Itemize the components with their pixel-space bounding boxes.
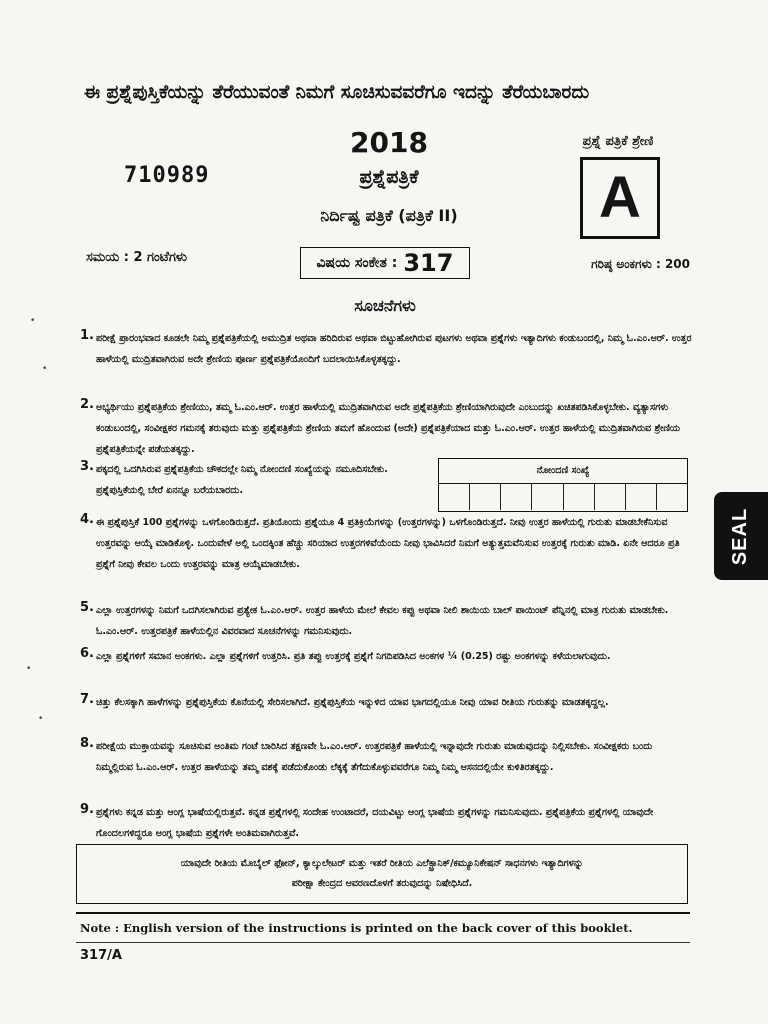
footer-code: 317/A <box>80 948 122 963</box>
roll-number-cell[interactable] <box>470 484 501 510</box>
instruction-text: ಎಲ್ಲಾ ಪ್ರಶ್ನೆಗಳಿಗೆ ಸಮಾನ ಅಂಕಗಳು. ಎಲ್ಲಾ ಪ್ರಶ್ನೆಗಳಿಗೆ ಉತ್ತರಿಸಿ. ಪ್ರತಿ ತಪ್ಪು ಉತ್ತರಕ್ಕೆ ಪ್ರಶ್ನೆಗೆ ನಿಗದಿಪಡಿಸಿದ ಅಂಕಗಳ ¼ (0.25) ರಷ್ಟು ಅಂಕಗಳನ್ನು ಕಳೆಯಲಾಗುವುದು. <box>96 651 611 662</box>
max-marks: ಗರಿಷ್ಠ ಅಂಕಗಳು : 200 <box>591 257 690 271</box>
instruction-number: 8. <box>80 736 94 751</box>
serial-number: 710989 <box>124 163 210 188</box>
instruction-text: ಪ್ರಶ್ನೆಗಳು ಕನ್ನಡ ಮತ್ತು ಆಂಗ್ಲ ಭಾಷೆಯಲ್ಲಿರುತ್ತವೆ. ಕನ್ನಡ ಪ್ರಶ್ನೆಗಳಲ್ಲಿ ಸಂದೇಹ ಉಂಟಾದರೆ, ದಯವಿಟ್ಟು ಆಂಗ್ಲ ಭಾಷೆಯ ಪ್ರಶ್ನೆಗಳನ್ನು ಗಮನಿಸುವುದು. ಪ್ರಶ್ನೆಪತ್ರಿಕೆಯ ಪ್ರಶ್ನೆಗಳಲ್ಲಿ ಯಾವುದೇ ಗೊಂದಲಗಳಿದ್ದರೂ ಆಂಗ್ಲ ಭಾಷೆಯ ಪ್ರಶ್ನೆಗಳೇ ಅಂತಿಮವಾಗಿರುತ್ತವೆ. <box>96 807 654 839</box>
instruction-text: ಚಿತ್ತು ಕೆಲಸಕ್ಕಾಗಿ ಹಾಳೆಗಳನ್ನು ಪ್ರಶ್ನೆಪುಸ್ತಿಕೆಯ ಕೊನೆಯಲ್ಲಿ ಸೇರಿಸಲಾಗಿದೆ. ಪ್ರಶ್ನೆಪುಸ್ತಿಕೆಯ ಇನ್ನುಳಿದ ಯಾವ ಭಾಗದಲ್ಲಿಯೂ ನೀವು ಯಾವ ರೀತಿಯ ಗುರುತನ್ನು ಮಾಡತಕ್ಕದ್ದಲ್ಲ. <box>96 697 609 708</box>
instruction-item <box>80 328 692 370</box>
seal-label: SEAL <box>729 507 752 565</box>
instruction-number: 7. <box>80 692 94 707</box>
prohibited-devices-notice <box>76 844 688 904</box>
instruction-item <box>80 600 692 642</box>
instruction-number: 6. <box>80 646 94 661</box>
instruction-number: 9. <box>80 802 94 817</box>
instruction-item <box>80 692 692 713</box>
instruction-number: 5. <box>80 600 94 615</box>
instruction-number: 4. <box>80 512 94 527</box>
instruction-item <box>80 802 692 844</box>
roll-number-label: ನೋಂದಣಿ ಸಂಖ್ಯೆ <box>439 459 687 484</box>
instruction-text: ಎಲ್ಲಾ ಉತ್ತರಗಳನ್ನು ನಿಮಗೆ ಒದಗಿಸಲಾಗಿರುವ ಪ್ರತ್ಯೇಕ ಓ.ಎಂ.ಆರ್. ಉತ್ತರ ಹಾಳೆಯ ಮೇಲೆ ಕೇವಲ ಕಪ್ಪು ಅಥವಾ ನೀಲಿ ಶಾಯಿಯ ಬಾಲ್ ಪಾಯಿಂಟ್ ಪೆನ್ನಿನಲ್ಲಿ ಮಾತ್ರ ಗುರುತು ಮಾಡಬೇಕು. ಓ.ಎಂ.ಆರ್. ಉತ್ತರಪತ್ರಿಕೆ ಹಾಳೆಯಲ್ಲಿನ ವಿವರವಾದ ಸೂಚನೆಗಳನ್ನು ಗಮನಿಸುವುದು. <box>96 605 669 637</box>
scan-mark: • <box>38 714 44 724</box>
instructions-title: ಸೂಚನೆಗಳು <box>354 296 416 315</box>
question-paper-label: ಪ್ರಶ್ನೆಪತ್ರಿಕೆ <box>359 166 419 188</box>
roll-number-cell[interactable] <box>439 484 470 510</box>
instruction-item <box>80 646 692 667</box>
instruction-number: 3. <box>80 459 94 474</box>
series-label: ಪ್ರಶ್ನೆ ಪತ್ರಿಕೆ ಶ್ರೇಣಿ <box>582 134 654 149</box>
seal-tab[interactable] <box>714 492 768 580</box>
subject-code: 317 <box>403 249 454 277</box>
scan-mark: • <box>26 664 32 674</box>
divider <box>76 942 690 943</box>
roll-number-cell[interactable] <box>657 484 687 510</box>
notice-line-2: ಪರೀಕ್ಷಾ ಕೇಂದ್ರದ ಆವರಣದೊಳಗೆ ತರುವುದನ್ನು ನಿಷೇಧಿಸಿದೆ. <box>291 878 473 889</box>
roll-number-box[interactable] <box>438 458 688 512</box>
scan-mark: • <box>30 316 36 326</box>
instruction-item <box>80 512 692 575</box>
roll-number-cell[interactable] <box>626 484 657 510</box>
roll-number-cell[interactable] <box>595 484 626 510</box>
exam-year: 2018 <box>350 126 428 159</box>
instruction-text: ಅಭ್ಯರ್ಥಿಯು ಪ್ರಶ್ನೆಪತ್ರಿಕೆಯ ಶ್ರೇಣಿಯು, ತಮ್ಮ ಓ.ಎಂ.ಆರ್. ಉತ್ತರ ಹಾಳೆಯಲ್ಲಿ ಮುದ್ರಿತವಾಗಿರುವ ಅದೇ ಪ್ರಶ್ನೆಪತ್ರಿಕೆಯ ಶ್ರೇಣಿಯಾಗಿರುವುದೇ ಎಂಬುದನ್ನು ಖಚಿತಪಡಿಸಿಕೊಳ್ಳಬೇಕು. ವ್ಯತ್ಯಾಸಗಳು ಕಂಡುಬಂದಲ್ಲಿ, ಸಂವೀಕ್ಷಕರ ಗಮನಕ್ಕೆ ತರುವುದು ಮತ್ತು ಪ್ರಶ್ನೆಪತ್ರಿಕೆಯ ಶ್ರೇಣಿಯ ತಮಗೆ ಹೊಂದುವ (ಅದೇ) ಪ್ರಶ್ನೆಪತ್ರಿಕೆಯಾದ ಮತ್ತು ಓ.ಎಂ.ಆರ್. ಉತ್ತರ ಹಾಳೆಯಲ್ಲಿ ಮುದ್ರಿತವಾಗಿರುವ ಶ್ರೇಣಿಯ ಪ್ರಶ್ನೆಪತ್ರಿಕೆಯನ್ನೇ ಪಡೆಯತಕ್ಕದ್ದು. <box>96 402 681 455</box>
roll-number-cell[interactable] <box>501 484 532 510</box>
instruction-number: 2. <box>80 397 94 412</box>
paper-name: ನಿರ್ದಿಷ್ಟ ಪತ್ರಿಕೆ (ಪತ್ರಿಕೆ II) <box>320 206 458 225</box>
instruction-text: ಪಕ್ಕದಲ್ಲಿ ಒದಗಿಸಿರುವ ಪ್ರಶ್ನೆಪತ್ರಿಕೆಯ ಚೌಕದಲ್ಲೇ ನಿಮ್ಮ ನೋಂದಣಿ ಸಂಖ್ಯೆಯನ್ನು ನಮೂದಿಸಬೇಕು. ಪ್ರಶ್ನೆಪುಸ್ತಿಕೆಯಲ್ಲಿ ಬೇರೆ ಏನನ್ನೂ ಬರೆಯಬಾರದು. <box>96 464 388 496</box>
series-box <box>580 157 660 239</box>
instruction-text: ಈ ಪ್ರಶ್ನೆಪುಸ್ತಿಕೆ 100 ಪ್ರಶ್ನೆಗಳನ್ನು ಒಳಗೊಂಡಿರುತ್ತದೆ. ಪ್ರತಿಯೊಂದು ಪ್ರಶ್ನೆಯೂ 4 ಪ್ರತಿಕ್ರಿಯೆಗಳನ್ನು (ಉತ್ತರಗಳನ್ನು) ಒಳಗೊಂಡಿರುತ್ತದೆ. ನೀವು ಉತ್ತರ ಹಾಳೆಯಲ್ಲಿ ಗುರುತು ಮಾಡಬೇಕೆನಿಸುವ ಉತ್ತರವನ್ನು ಆಯ್ಕೆ ಮಾಡಿಕೊಳ್ಳಿ. ಒಂದುವೇಳೆ ಅಲ್ಲಿ ಒಂದಕ್ಕಿಂತ ಹೆಚ್ಚು ಸರಿಯಾದ ಉತ್ತರಗಳಿವೆಯೆಂದು ನೀವು ಭಾವಿಸಿದರೆ ನಿಮಗೆ ಅತ್ಯುತ್ತಮವೆನಿಸುವ ಉತ್ತರಕ್ಕೆ ಗುರುತು ಮಾಡಿ. ಏನೇ ಆದರೂ ಪ್ರತಿ ಪ್ರಶ್ನೆಗೆ ನೀವು ಕೇವಲ ಒಂದು ಉತ್ತರವನ್ನು ಮಾತ್ರ ಆಯ್ಕೆಮಾಡಬೇಕು. <box>96 517 680 570</box>
instruction-number: 1. <box>80 328 94 343</box>
time-allowed: ಸಮಯ : 2 ಗಂಟೆಗಳು <box>86 250 188 265</box>
english-version-note: Note : English version of the instructions is printed on the back cover of this booklet. <box>80 921 633 935</box>
subject-code-label: ವಿಷಯ ಸಂಕೇತ : <box>316 255 398 271</box>
roll-number-cell[interactable] <box>564 484 595 510</box>
scan-mark: • <box>42 364 48 374</box>
instruction-item <box>80 397 692 460</box>
instruction-item <box>80 459 420 501</box>
top-banner-warning: ಈ ಪ್ರಶ್ನೆಪುಸ್ತಿಕೆಯನ್ನು ತೆರೆಯುವಂತೆ ನಿಮಗೆ ಸೂಚಿಸುವವರೆಗೂ ಇದನ್ನು ತೆರೆಯಬಾರದು <box>84 82 590 103</box>
subject-code-box <box>300 247 470 279</box>
instruction-item <box>80 736 692 778</box>
instruction-text: ಪರೀಕ್ಷೆಯ ಮುಕ್ತಾಯವನ್ನು ಸೂಚಿಸುವ ಅಂತಿಮ ಗಂಟೆ ಬಾರಿಸಿದ ತಕ್ಷಣವೇ ಓ.ಎಂ.ಆರ್. ಉತ್ತರಪತ್ರಿಕೆ ಹಾಳೆಯಲ್ಲಿ ಇನ್ನಾವುದೇ ಗುರುತು ಮಾಡುವುದನ್ನು ನಿಲ್ಲಿಸಬೇಕು. ಸಂವೀಕ್ಷಕರು ಬಂದು ನಿಮ್ಮಲ್ಲಿರುವ ಓ.ಎಂ.ಆರ್. ಉತ್ತರ ಹಾಳೆಯನ್ನು ತಮ್ಮ ವಶಕ್ಕೆ ಪಡೆದುಕೊಂಡು ಲೆಕ್ಕಕ್ಕೆ ತೆಗೆದುಕೊಳ್ಳುವವರೆಗೂ ನಿಮ್ಮ ನಿಮ್ಮ ಆಸನದಲ್ಲಿಯೇ ಕುಳಿತಿರತಕ್ಕದ್ದು. <box>96 741 653 773</box>
instruction-text: ಪರೀಕ್ಷೆ ಪ್ರಾರಂಭವಾದ ಕೂಡಲೇ ನಿಮ್ಮ ಪ್ರಶ್ನೆಪತ್ರಿಕೆಯಲ್ಲಿ ಅಮುದ್ರಿತ ಅಥವಾ ಹರಿದಿರುವ ಅಥವಾ ಬಿಟ್ಟುಹೋಗಿರುವ ಪುಟಗಳು ಅಥವಾ ಪ್ರಶ್ನೆಗಳು ಇತ್ಯಾದಿಗಳು ಕಂಡುಬಂದಲ್ಲಿ, ನಿಮ್ಮ ಓ.ಎಂ.ಆರ್. ಉತ್ತರ ಹಾಳೆಯಲ್ಲಿ ಮುದ್ರಿತವಾಗಿರುವ ಅದೇ ಶ್ರೇಣಿಯ ಪೂರ್ಣ ಪ್ರಶ್ನೆಪತ್ರಿಕೆಯೊಂದಿಗೆ ಬದಲಾಯಿಸಿಕೊಳ್ಳತಕ್ಕದ್ದು. <box>96 333 692 365</box>
roll-number-cells <box>439 484 687 510</box>
series-letter: A <box>599 165 641 230</box>
divider <box>76 912 690 914</box>
notice-line-1: ಯಾವುದೇ ರೀತಿಯ ಮೊಬೈಲ್ ಫೋನ್, ಕ್ಯಾಲ್ಕುಲೇಟರ್ ಮತ್ತು ಇತರೆ ರೀತಿಯ ಎಲೆಕ್ಟ್ರಾನಿಕ್/ಕಮ್ಯೂನಿಕೇಷನ್ ಸಾಧನಗಳು ಇತ್ಯಾದಿಗಳನ್ನು <box>180 858 584 869</box>
roll-number-cell[interactable] <box>532 484 563 510</box>
